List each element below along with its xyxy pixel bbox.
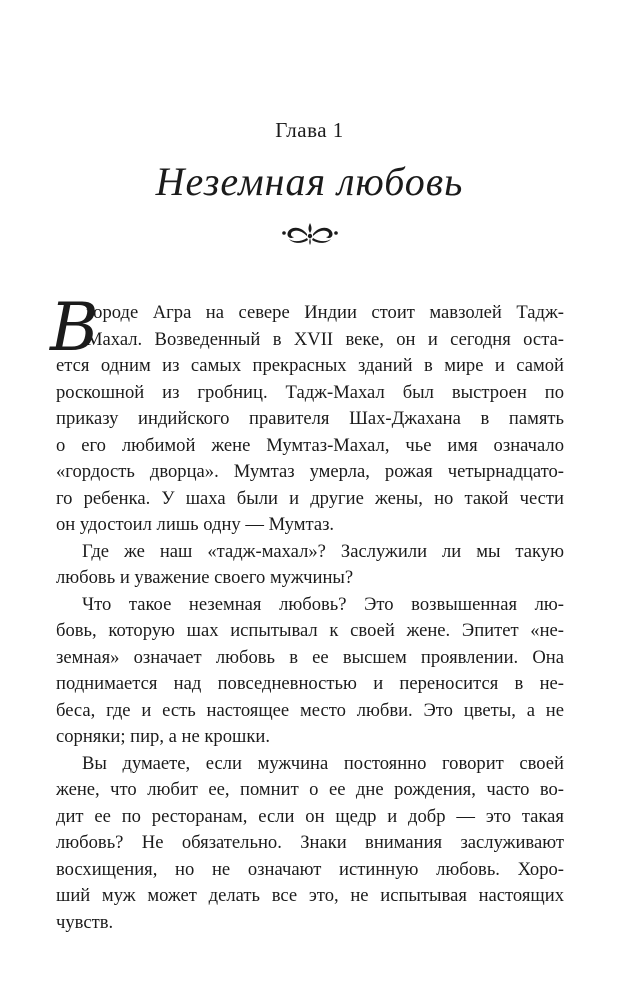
text-line: ется одним из самых прекрасных зданий в мире и самой <box>56 355 564 376</box>
text-line: жене, что любит ее, помнит о ее дне рождения, часто во- <box>56 779 564 800</box>
paragraph-3 <box>56 592 564 751</box>
text-line: чувств. <box>56 911 114 933</box>
text-line: бовь, которую шах испытывал к своей жене. Эпитет «не- <box>56 620 564 641</box>
text-line: городе Агра на севере Индии стоит мавзолей Тадж- <box>86 302 564 323</box>
text-line: роскошной из гробниц. Тадж-Махал был выстроен по <box>56 381 564 403</box>
text-line: ший муж может делать все это, не испытывая настоящих <box>56 885 564 906</box>
text-line: приказу индийского правителя Шах-Джахана в память <box>56 408 564 429</box>
chapter-label: Глава 1 <box>275 118 344 142</box>
text-line: «гордость дворца». Мумтаз умерла, рожая четырнадцато- <box>56 461 564 482</box>
text-line: го ребенка. У шаха были и другие жены, но такой чести <box>56 487 564 509</box>
text-line: Махал. Возведенный в XVII веке, он и сегодня оста- <box>86 328 564 350</box>
text-line: беса, где и есть настоящее место любви. Это цветы, а не <box>56 699 564 721</box>
text-line: Что такое неземная любовь? Это возвышенная лю- <box>82 593 564 615</box>
paragraph-4 <box>56 751 564 937</box>
text-line: поднимается над повседневностью и переносится в не- <box>56 673 564 694</box>
text-line: дит ее по ресторанам, если он щедр и добр — это такая <box>56 805 564 827</box>
text-line: земная» означает любовь в ее высшем проявлении. Она <box>56 646 564 668</box>
text-line: восхищения, но не означают истинную любовь. Хоро- <box>56 858 564 880</box>
text-line: Где же наш «тадж-махал»? Заслужили ли мы такую <box>82 540 564 562</box>
chapter-title: Неземная любовь <box>155 159 464 204</box>
text-line: сорняки; пир, а не крошки. <box>56 726 270 747</box>
text-line: любовь и уважение своего мужчины? <box>56 567 354 588</box>
drop-cap: В <box>50 289 99 366</box>
floral-ornament-icon <box>279 220 341 246</box>
text-line: он удостоил лишь одну — Мумтаз. <box>56 514 335 535</box>
paragraph-2 <box>56 539 564 592</box>
text-line: любовь? Не обязательно. Знаки внимания заслуживают <box>56 832 564 853</box>
ornament <box>0 220 619 246</box>
body-text <box>50 289 564 936</box>
paragraph-1 <box>56 300 564 539</box>
text-line: Вы думаете, если мужчина постоянно говорит своей <box>82 752 564 774</box>
text-line: о его любимой жене Мумтаз-Махал, чье имя означало <box>56 434 564 456</box>
